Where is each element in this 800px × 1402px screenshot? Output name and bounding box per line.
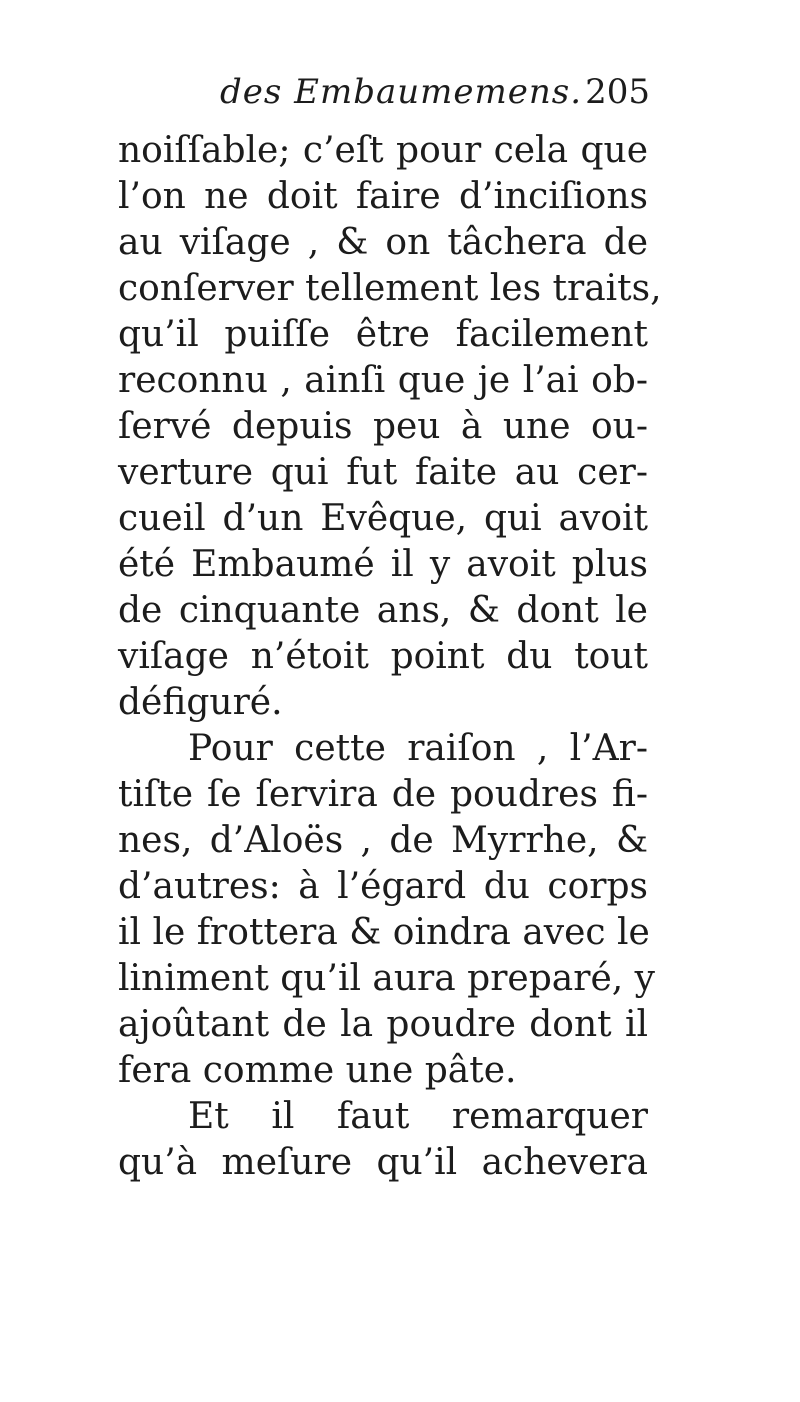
page-number: 205 [585,72,650,112]
text-line: fera comme une pâte. [118,1050,517,1091]
text-line: liniment qu’il aura preparé, y [118,958,655,999]
text-line: viſage n’étoit point du tout [118,636,648,677]
text-line: ajoûtant de la poudre dont il [118,1004,648,1045]
paragraph-start-line: Et il faut remarquer [188,1096,648,1137]
body-text [118,128,662,1186]
text-line: verture qui fut faite au cer- [118,452,648,493]
text-line: il le frottera & oindra avec le [118,912,650,953]
text-line: ſervé depuis peu à une ou- [118,406,648,447]
text-line: d’autres: à l’égard du corps [118,866,648,907]
text-line: noiſſable; c’eſt pour cela que [118,130,648,171]
running-head [120,72,650,116]
text-line: cueil d’un Evêque, qui avoit [118,498,648,539]
text-line: qu’à meſure qu’il achevera [118,1142,648,1183]
text-line: de cinquante ans, & dont le [118,590,648,631]
text-line: l’on ne doit faire d’inciſions [118,176,648,217]
text-line: tiſte ſe ſervira de poudres fi- [118,774,648,815]
text-line: été Embaumé il y avoit plus [118,544,648,585]
paragraph-start-line: Pour cette raiſon , l’Ar- [188,728,648,769]
text-line: reconnu , ainſi que je l’ai ob- [118,360,648,401]
text-line: nes, d’Aloës , de Myrrhe, & [118,820,648,861]
text-line: défiguré. [118,682,283,723]
text-line: au viſage , & on tâchera de [118,222,648,263]
running-title: des Embaumemens. [220,72,583,112]
text-line: qu’il puiſſe être facilement [118,314,648,355]
text-line: conſerver tellement les traits, [118,268,662,309]
